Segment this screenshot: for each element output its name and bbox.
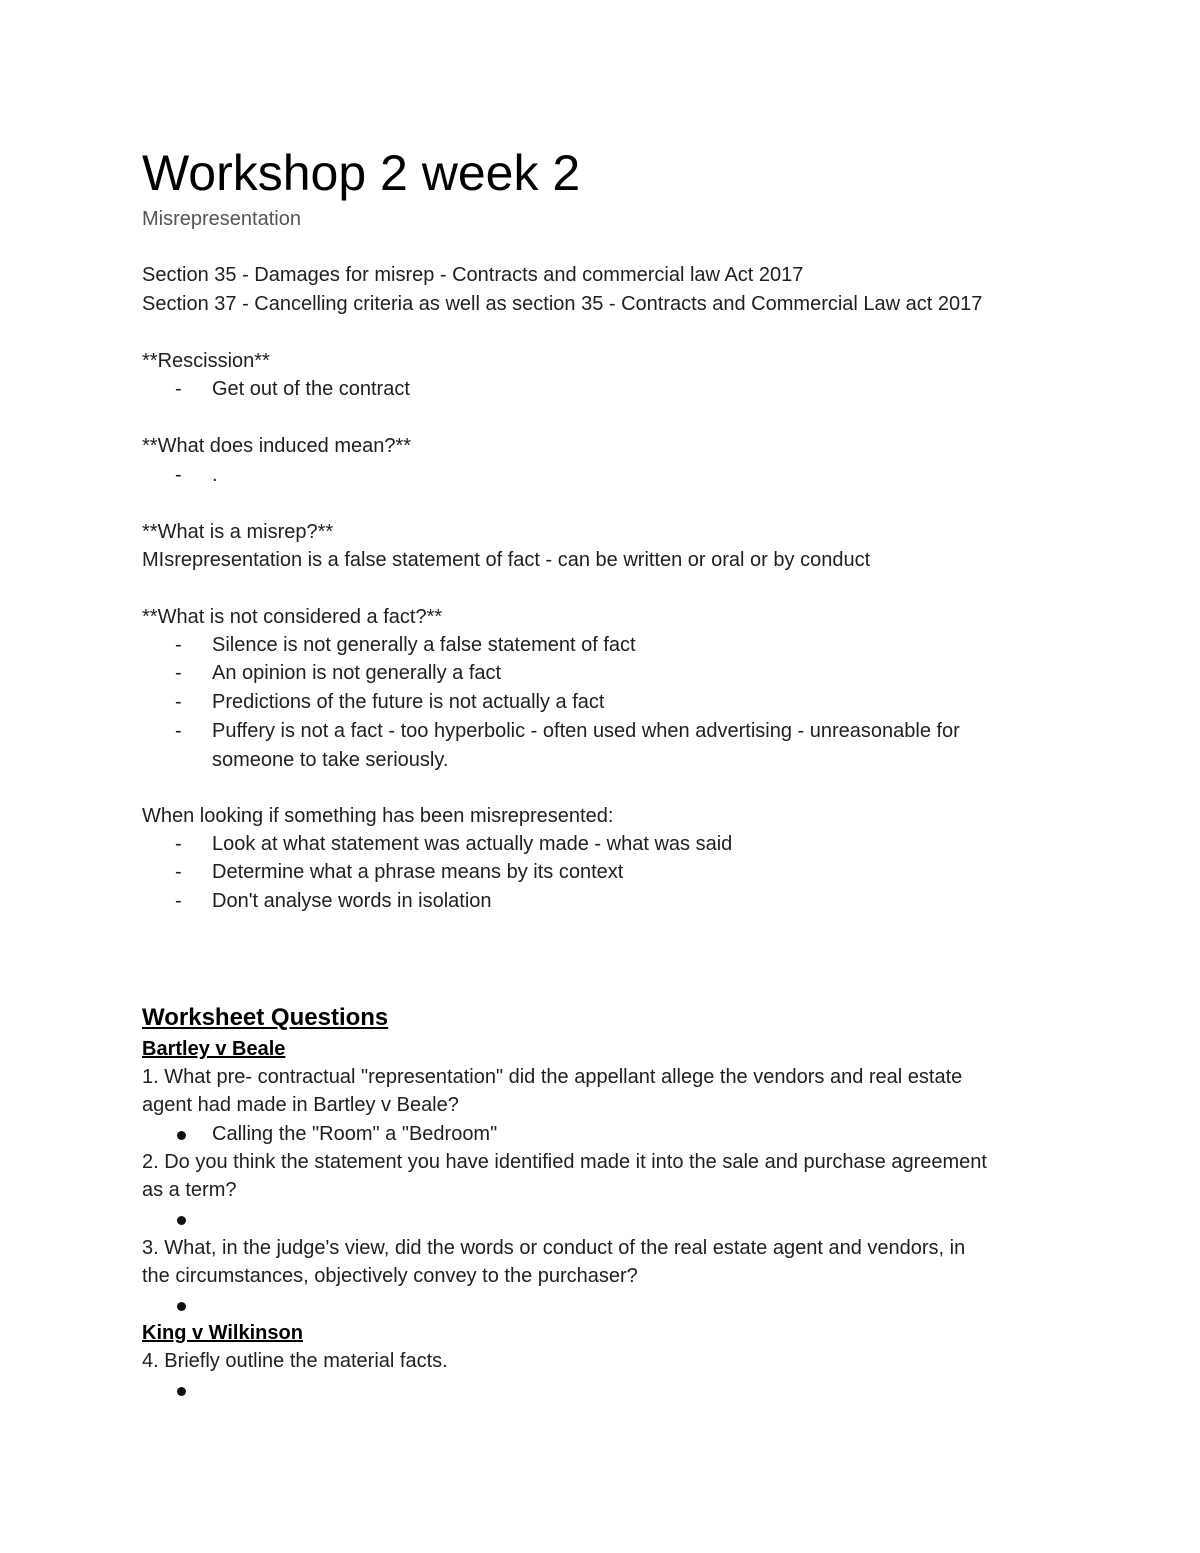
bullet-icon bbox=[177, 1216, 186, 1225]
misrep-heading: **What is a misrep?** bbox=[142, 521, 334, 543]
dash-marker: - bbox=[175, 662, 182, 684]
section-37-line: Section 37 - Cancelling criteria as well as section 35 - Contracts and Commercial Law act 2017 bbox=[142, 293, 983, 315]
question-2-continued: as a term? bbox=[142, 1179, 237, 1201]
page-subtitle: Misrepresentation bbox=[142, 208, 301, 230]
not-fact-heading: **What is not considered a fact?** bbox=[142, 606, 443, 628]
question-2: 2. Do you think the statement you have identified made it into the sale and purchase agreement bbox=[142, 1151, 987, 1173]
list-item-text: . bbox=[212, 464, 218, 486]
dash-marker: - bbox=[175, 720, 182, 742]
list-item-text: Look at what statement was actually made - what was said bbox=[212, 833, 733, 855]
dash-marker: - bbox=[175, 833, 182, 855]
page-title: Workshop 2 week 2 bbox=[142, 145, 581, 201]
dash-marker: - bbox=[175, 861, 182, 883]
looking-heading: When looking if something has been misrepresented: bbox=[142, 805, 614, 827]
rescission-heading: **Rescission** bbox=[142, 350, 270, 372]
question-3: 3. What, in the judge's view, did the words or conduct of the real estate agent and vendors, in bbox=[142, 1237, 966, 1259]
section-35-line: Section 35 - Damages for misrep - Contracts and commercial law Act 2017 bbox=[142, 264, 804, 286]
dash-marker: - bbox=[175, 634, 182, 656]
bullet-icon bbox=[177, 1387, 186, 1396]
bullet-icon bbox=[177, 1302, 186, 1311]
list-item-text: An opinion is not generally a fact bbox=[212, 662, 502, 684]
list-item-text: Puffery is not a fact - too hyperbolic - often used when advertising - unreasonable for someone to take seriously. bbox=[212, 720, 960, 771]
misrep-definition: MIsrepresentation is a false statement of fact - can be written or oral or by conduct bbox=[142, 549, 871, 571]
list-item-text: Predictions of the future is not actually a fact bbox=[212, 691, 605, 713]
list-item-text: Determine what a phrase means by its context bbox=[212, 861, 624, 883]
dash-marker: - bbox=[175, 890, 182, 912]
induced-heading: **What does induced mean?** bbox=[142, 435, 412, 457]
dash-marker: - bbox=[175, 464, 182, 486]
list-item-text: Get out of the contract bbox=[212, 378, 410, 400]
question-4: 4. Briefly outline the material facts. bbox=[142, 1350, 448, 1372]
question-1-continued: agent had made in Bartley v Beale? bbox=[142, 1094, 459, 1116]
question-3-continued: the circumstances, objectively convey to the purchaser? bbox=[142, 1265, 638, 1287]
case-heading-king: King v Wilkinson bbox=[142, 1322, 303, 1344]
dash-marker: - bbox=[175, 378, 182, 400]
dash-marker: - bbox=[175, 691, 182, 713]
case-heading-bartley: Bartley v Beale bbox=[142, 1038, 286, 1060]
worksheet-heading: Worksheet Questions bbox=[142, 1004, 389, 1031]
list-item-text: Don't analyse words in isolation bbox=[212, 890, 492, 912]
list-item-text: Silence is not generally a false statement of fact bbox=[212, 634, 636, 656]
bullet-icon bbox=[177, 1131, 186, 1140]
answer-text: Calling the "Room" a "Bedroom" bbox=[212, 1123, 498, 1145]
question-1: 1. What pre- contractual "representation" did the appellant allege the vendors and real estate bbox=[142, 1066, 963, 1088]
